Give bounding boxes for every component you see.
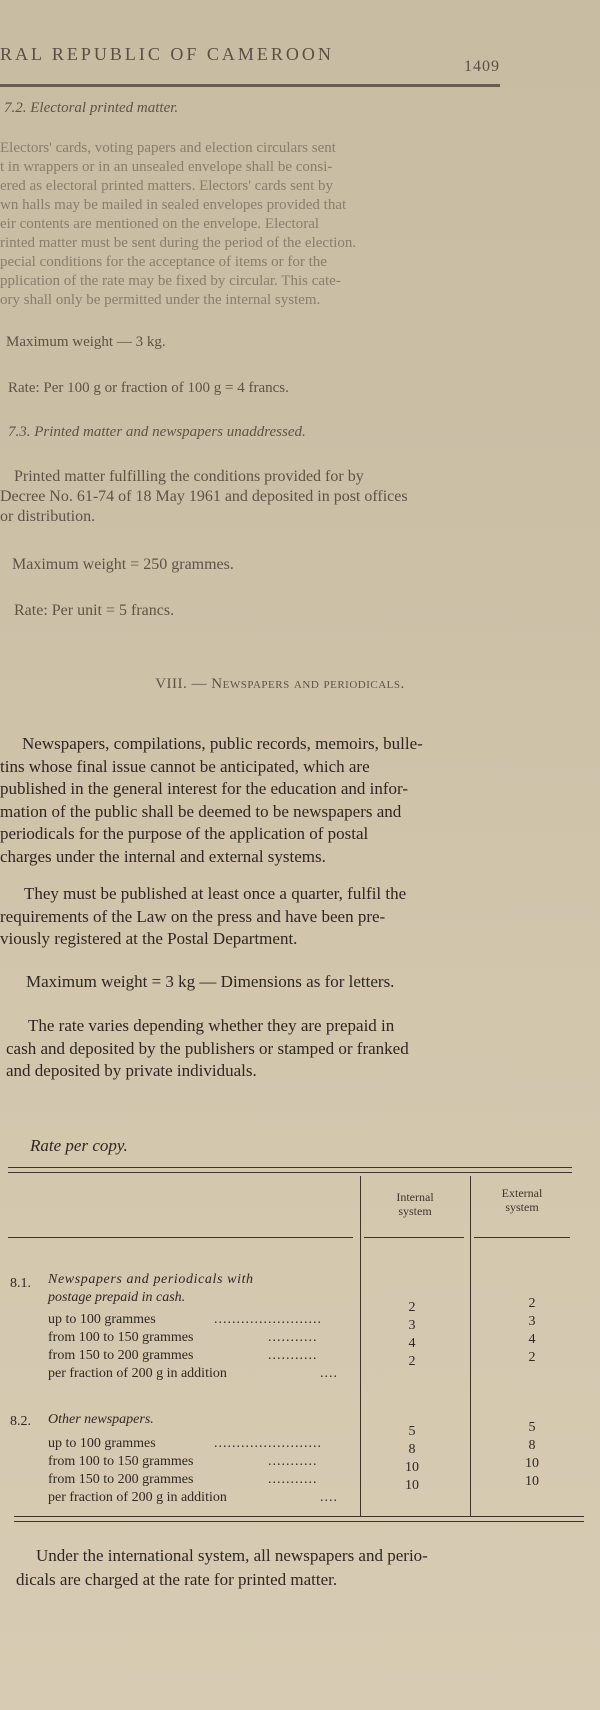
dot-leader: ........... (268, 1348, 318, 1363)
body-line: dicals are charged at the rate for printed matter. (16, 1570, 338, 1589)
table-row-label: from 100 to 150 grammes (48, 1454, 194, 1469)
table-cell-internal: 2 (408, 1300, 416, 1315)
table-group-title: postage prepaid in cash. (48, 1290, 186, 1305)
body-line: cash and deposited by the publishers or stamped or franked (6, 1038, 409, 1058)
body-line: tins whose final issue cannot be anticipated, which are (0, 756, 370, 776)
body-line: Printed matter fulfilling the conditions provided for by (14, 468, 364, 485)
body-line: Electors' cards, voting papers and election circulars sent (0, 140, 336, 156)
section-7-3-rate: Rate: Per unit = 5 francs. (14, 602, 175, 619)
body-line: wn halls may be mailed in sealed envelopes provided that (0, 197, 347, 213)
table-column-divider-2 (470, 1176, 471, 1516)
running-header-title: RAL REPUBLIC OF CAMEROON (0, 44, 334, 64)
table-group-number: 8.1. (10, 1276, 31, 1291)
table-row-label: from 150 to 200 grammes (48, 1348, 194, 1363)
body-line: ory shall only be permitted under the internal system. (0, 292, 321, 308)
body-line: requirements of the Law on the press and have been pre- (0, 906, 386, 926)
table-cell-external: 10 (525, 1456, 539, 1471)
dot-leader: .... (320, 1366, 338, 1381)
section-7-2-body (0, 140, 510, 311)
dot-leader: ........................ (214, 1436, 322, 1451)
chapter-8-paragraph-1 (0, 734, 566, 869)
body-line: eir contents are mentioned on the envelope. Electoral (0, 216, 320, 232)
body-line: Under the international system, all newspapers and perio- (36, 1546, 428, 1565)
table-group-number: 8.2. (10, 1414, 31, 1429)
table-bottom-rule-2 (14, 1521, 584, 1522)
column-header-internal-line: Internal (396, 1190, 434, 1204)
body-line: They must be published at least once a quarter, fulfil the (24, 884, 407, 903)
table-top-rule-2 (8, 1172, 572, 1173)
column-header-internal-line: system (398, 1204, 432, 1218)
table-group-title: Other newspapers. (48, 1412, 154, 1427)
table-cell-external: 10 (525, 1474, 539, 1489)
table-cell-internal: 10 (405, 1478, 419, 1493)
table-header-rule-external (474, 1237, 570, 1238)
section-7-3-max-weight: Maximum weight = 250 grammes. (12, 556, 234, 573)
dot-leader: ........... (268, 1330, 318, 1345)
body-line: published in the general interest for the education and infor- (0, 779, 408, 798)
body-line: periodicals for the purpose of the application of postal (0, 824, 369, 843)
table-top-rule (8, 1167, 572, 1168)
table-cell-internal: 10 (405, 1460, 419, 1475)
table-header-rule-left (8, 1237, 353, 1238)
table-cell-external: 4 (528, 1332, 536, 1347)
table-cell-external: 3 (528, 1314, 536, 1329)
chapter-8-title: VIII. — Newspapers and periodicals. (155, 676, 405, 692)
table-row-label: up to 100 grammes (48, 1436, 156, 1451)
table-group-title: Newspapers and periodicals with (48, 1272, 254, 1287)
body-line: pplication of the rate may be fixed by circular. This cate- (0, 273, 341, 289)
footer-paragraph (0, 1546, 590, 1594)
table-row-label: up to 100 grammes (48, 1312, 156, 1327)
table-cell-internal: 2 (408, 1354, 416, 1369)
table-cell-internal: 8 (408, 1442, 416, 1457)
table-row-label: from 150 to 200 grammes (48, 1472, 194, 1487)
body-line: charges under the internal and external systems. (0, 846, 326, 866)
body-line: Newspapers, compilations, public records, memoirs, bulle- (22, 734, 423, 753)
table-column-divider-1 (360, 1176, 361, 1516)
body-line: rinted matter must be sent during the period of the election. (0, 235, 357, 251)
table-cell-internal: 3 (408, 1318, 416, 1333)
table-cell-external: 2 (528, 1296, 536, 1311)
dot-leader: ........... (268, 1454, 318, 1469)
table-row-label: per fraction of 200 g in addition (48, 1490, 227, 1505)
table-row-label: from 100 to 150 grammes (48, 1330, 194, 1345)
table-header-rule-internal (364, 1237, 464, 1238)
table-row-label: per fraction of 200 g in addition (48, 1366, 227, 1381)
dot-leader: ........................ (214, 1312, 322, 1327)
section-7-2-heading: 7.2. Electoral printed matter. (4, 100, 179, 116)
body-line: or distribution. (0, 508, 96, 525)
table-bottom-rule (14, 1516, 584, 1517)
body-line: t in wrappers or in an unsealed envelope shall be consi- (0, 159, 333, 175)
table-cell-external: 2 (528, 1350, 536, 1365)
column-header-internal (362, 1190, 468, 1218)
rate-per-copy-label: Rate per copy. (30, 1136, 128, 1155)
section-7-2-rate: Rate: Per 100 g or fraction of 100 g = 4 francs. (8, 380, 289, 396)
chapter-8-paragraph-2 (0, 884, 566, 952)
table-cell-internal: 4 (408, 1336, 416, 1351)
body-line: and deposited by private individuals. (6, 1061, 257, 1080)
body-line: viously registered at the Postal Department. (0, 929, 298, 948)
dot-leader: ........... (268, 1472, 318, 1487)
body-line: pecial conditions for the acceptance of items or for the (0, 254, 327, 270)
column-header-external (472, 1186, 572, 1214)
table-cell-external: 8 (528, 1438, 536, 1453)
body-line: Decree No. 61-74 of 18 May 1961 and deposited in post offices (0, 488, 408, 505)
section-7-2-max-weight: Maximum weight — 3 kg. (6, 334, 166, 350)
column-header-external-line: External (501, 1186, 543, 1200)
header-rule (0, 84, 500, 87)
body-line: ered as electoral printed matters. Electors' cards sent by (0, 178, 333, 194)
section-7-3-body (0, 468, 540, 528)
chapter-8-paragraph-3 (0, 1016, 566, 1084)
page-number: 1409 (464, 58, 500, 75)
chapter-8-max-weight: Maximum weight = 3 kg — Dimensions as for letters. (26, 972, 395, 991)
body-line: The rate varies depending whether they are prepaid in (28, 1016, 395, 1035)
table-cell-internal: 5 (408, 1424, 416, 1439)
column-header-external-line: system (505, 1200, 539, 1214)
body-line: mation of the public shall be deemed to be newspapers and (0, 801, 402, 821)
table-cell-external: 5 (528, 1420, 536, 1435)
section-7-3-heading: 7.3. Printed matter and newspapers unaddressed. (8, 424, 306, 440)
dot-leader: .... (320, 1490, 338, 1505)
